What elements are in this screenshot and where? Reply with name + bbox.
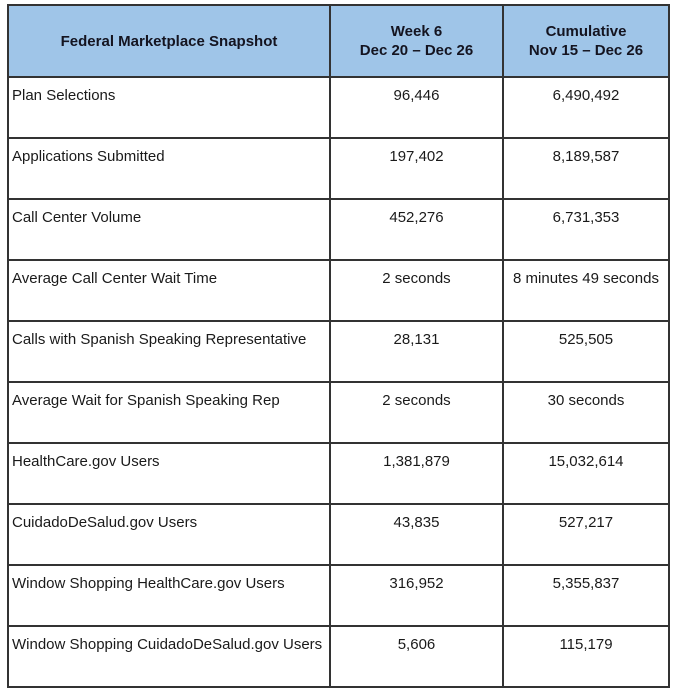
row-label-cell: Call Center Volume	[8, 199, 330, 260]
table-row	[8, 199, 669, 260]
table-title-cell	[8, 5, 330, 77]
federal-marketplace-snapshot-table	[7, 4, 670, 688]
table-row	[8, 382, 669, 443]
week-value-cell: 43,835	[330, 504, 503, 565]
row-label-cell: HealthCare.gov Users	[8, 443, 330, 504]
row-label-cell: Plan Selections	[8, 77, 330, 138]
week-column-header	[330, 5, 503, 77]
row-label-cell: Average Wait for Spanish Speaking Rep	[8, 382, 330, 443]
table-header-row	[8, 5, 669, 77]
cumulative-column-header	[503, 5, 669, 77]
week-value-cell: 5,606	[330, 626, 503, 687]
table-row	[8, 260, 669, 321]
table-row	[8, 321, 669, 382]
cumulative-value-cell: 5,355,837	[503, 565, 669, 626]
row-label-cell: Window Shopping CuidadoDeSalud.gov Users	[8, 626, 330, 687]
row-label-cell: Applications Submitted	[8, 138, 330, 199]
week-value-cell: 28,131	[330, 321, 503, 382]
cumulative-value-cell: 527,217	[503, 504, 669, 565]
week-value-cell: 452,276	[330, 199, 503, 260]
cumulative-column-header-line1: Cumulative	[545, 23, 627, 40]
cumulative-value-cell: 6,731,353	[503, 199, 669, 260]
week-value-cell: 96,446	[330, 77, 503, 138]
row-label-cell: CuidadoDeSalud.gov Users	[8, 504, 330, 565]
week-value-cell: 197,402	[330, 138, 503, 199]
row-label-cell: Calls with Spanish Speaking Representative	[8, 321, 330, 382]
row-label-cell: Window Shopping HealthCare.gov Users	[8, 565, 330, 626]
cumulative-column-header-line2: Nov 15 – Dec 26	[528, 42, 644, 59]
week-value-cell: 2 seconds	[330, 382, 503, 443]
cumulative-value-cell: 8,189,587	[503, 138, 669, 199]
row-label-cell: Average Call Center Wait Time	[8, 260, 330, 321]
week-value-cell: 2 seconds	[330, 260, 503, 321]
table-row	[8, 504, 669, 565]
week-value-cell: 1,381,879	[330, 443, 503, 504]
table-row	[8, 77, 669, 138]
cumulative-value-cell: 525,505	[503, 321, 669, 382]
week-column-header-line2: Dec 20 – Dec 26	[359, 42, 474, 59]
week-value-cell: 316,952	[330, 565, 503, 626]
cumulative-value-cell: 6,490,492	[503, 77, 669, 138]
cumulative-value-cell: 8 minutes 49 seconds	[503, 260, 669, 321]
table-row	[8, 565, 669, 626]
table-title: Federal Marketplace Snapshot	[60, 32, 278, 50]
week-column-header-line1: Week 6	[390, 23, 443, 40]
cumulative-value-cell: 30 seconds	[503, 382, 669, 443]
table-row	[8, 138, 669, 199]
cumulative-value-cell: 15,032,614	[503, 443, 669, 504]
cumulative-value-cell: 115,179	[503, 626, 669, 687]
table-row	[8, 626, 669, 687]
table-row	[8, 443, 669, 504]
